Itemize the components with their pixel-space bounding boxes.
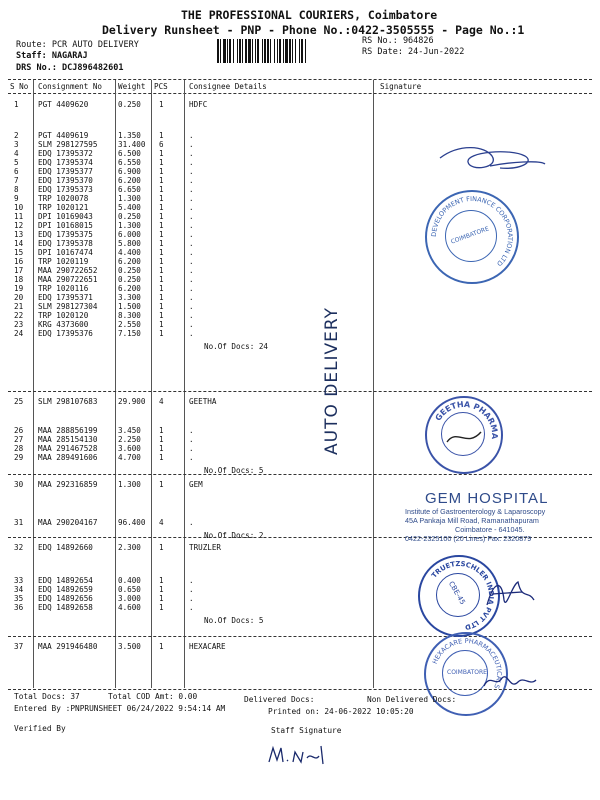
weight-cell: 8.300 (118, 311, 141, 320)
pcs-cell: 1 (159, 320, 164, 329)
sno-cell: 15 (14, 248, 24, 257)
staff-signature-label: Staff Signature (271, 726, 342, 735)
verified-by: Verified By (14, 724, 66, 733)
pcs-cell: 1 (159, 594, 164, 603)
weight-cell: 6.500 (118, 149, 141, 158)
weight-cell: 3.300 (118, 293, 141, 302)
gem-hospital-line1: Institute of Gastroenterology & Laparoscopy (405, 507, 546, 516)
consignment-cell: MAA 292316859 (38, 480, 98, 489)
truzler-signature (482, 570, 542, 615)
weight-cell: 0.650 (118, 585, 141, 594)
detail-dot: . (189, 311, 194, 320)
weight-cell: 1.500 (118, 302, 141, 311)
consignment-cell: MAA 290722651 (38, 275, 98, 284)
sno-cell: 14 (14, 239, 24, 248)
pcs-cell: 1 (159, 185, 164, 194)
table-row (0, 131, 375, 140)
pcs-cell: 4 (159, 518, 164, 527)
table-row (0, 585, 375, 594)
consignment-cell: MAA 285154130 (38, 435, 98, 444)
detail-dot: . (189, 185, 194, 194)
weight-cell: 2.250 (118, 435, 141, 444)
weight-cell: 4.400 (118, 248, 141, 257)
truzler-stamp: TRUETZSCHLER INDIA PVT LTD CBE-45 (418, 555, 500, 637)
weight-cell: 6.200 (118, 257, 141, 266)
weight-cell: 7.150 (118, 329, 141, 338)
entered-by: Entered By :PNPRUNSHEET 06/24/2022 9:54:14 AM (14, 704, 226, 713)
drs-number: DRS No.: DCJ896482601 (16, 63, 124, 73)
pcs-cell: 1 (159, 257, 164, 266)
route-label: Route: PCR AUTO DELIVERY (16, 40, 139, 50)
table-row (0, 426, 375, 435)
weight-cell: 3.500 (118, 642, 141, 651)
pcs-cell: 1 (159, 239, 164, 248)
weight-cell: 0.250 (118, 212, 141, 221)
weight-cell: 6.000 (118, 230, 141, 239)
consignment-cell: SLM 298127304 (38, 302, 98, 311)
sno-cell: 12 (14, 221, 24, 230)
table-row (0, 293, 375, 302)
detail-dot: . (189, 284, 194, 293)
sno-cell: 2 (14, 131, 19, 140)
table-row (0, 329, 375, 338)
staff-signature (265, 740, 335, 768)
sno-cell: 13 (14, 230, 24, 239)
weight-cell: 1.300 (118, 194, 141, 203)
consignment-cell: EDQ 14892658 (38, 603, 93, 612)
consignment-cell: EDQ 17395370 (38, 176, 93, 185)
weight-cell: 6.200 (118, 284, 141, 293)
svg-text:DEVELOPMENT FINANCE CORPORATIO: DEVELOPMENT FINANCE CORPORATION LTD (429, 194, 515, 268)
sno-cell: 26 (14, 426, 24, 435)
consignment-cell: EDQ 14892659 (38, 585, 93, 594)
consignment-cell: MAA 291946480 (38, 642, 98, 651)
total-cod-amount: Total COD Amt: 0.00 (108, 692, 198, 701)
pcs-cell: 1 (159, 194, 164, 203)
sno-cell: 4 (14, 149, 19, 158)
weight-cell: 0.250 (118, 275, 141, 284)
table-row (0, 543, 375, 552)
weight-cell: 1.300 (118, 480, 141, 489)
pcs-cell: 1 (159, 543, 164, 552)
pcs-cell: 1 (159, 311, 164, 320)
table-row (0, 158, 375, 167)
pcs-cell: 1 (159, 149, 164, 158)
weight-cell: 5.800 (118, 239, 141, 248)
weight-cell: 2.550 (118, 320, 141, 329)
pcs-cell: 1 (159, 302, 164, 311)
gem-hospital-line4: 0422-2325100 (20 Lines) Fax: 2320879 (405, 534, 532, 543)
detail-dot: . (189, 212, 194, 221)
pcs-cell: 1 (159, 284, 164, 293)
table-row (0, 302, 375, 311)
table-row (0, 212, 375, 221)
non-delivered-docs: Non Delivered Docs: (367, 695, 457, 704)
consignment-cell: MAA 289491606 (38, 453, 98, 462)
sno-cell: 16 (14, 257, 24, 266)
consignment-cell: SLM 298127595 (38, 140, 98, 149)
pcs-cell: 1 (159, 167, 164, 176)
col-details-header: Consignee Details (189, 82, 267, 91)
rs-date: RS Date: 24-Jun-2022 (362, 47, 465, 57)
consignment-cell: SLM 298107683 (38, 397, 98, 406)
table-row (0, 185, 375, 194)
table-row (0, 397, 375, 406)
consignment-cell: MAA 288856199 (38, 426, 98, 435)
table-row (0, 275, 375, 284)
sno-cell: 33 (14, 576, 24, 585)
col-weight-header: Weight (118, 82, 146, 91)
company-title: THE PROFESSIONAL COURIERS, Coimbatore (181, 8, 438, 22)
sno-cell: 7 (14, 176, 19, 185)
consignment-cell: MAA 290722652 (38, 266, 98, 275)
pcs-cell: 1 (159, 221, 164, 230)
weight-cell: 0.250 (118, 266, 141, 275)
detail-dot: . (189, 603, 194, 612)
auto-delivery-stamp: AUTO DELIVERY (322, 306, 342, 455)
delivered-docs: Delivered Docs: (244, 695, 315, 704)
sno-cell: 11 (14, 212, 24, 221)
weight-cell: 29.900 (118, 397, 146, 406)
consignment-cell: DPI 10167474 (38, 248, 93, 257)
weight-cell: 1.300 (118, 221, 141, 230)
detail-dot: . (189, 329, 194, 338)
consignee-name: TRUZLER (189, 543, 222, 552)
sno-cell: 22 (14, 311, 24, 320)
table-row (0, 518, 375, 527)
gem-hospital-line3: Coimbatore - 641045. (455, 525, 525, 534)
weight-cell: 4.700 (118, 453, 141, 462)
weight-cell: 3.450 (118, 426, 141, 435)
sno-cell: 5 (14, 158, 19, 167)
sno-cell: 17 (14, 266, 24, 275)
gem-hospital-line2: 45A Pankaja Mill Road, Ramanathapuram (405, 516, 539, 525)
pcs-cell: 1 (159, 426, 164, 435)
table-row (0, 221, 375, 230)
detail-dot: . (189, 257, 194, 266)
consignment-cell: DPI 10169043 (38, 212, 93, 221)
staff-label: Staff: NAGARAJ (16, 51, 88, 61)
sno-cell: 18 (14, 275, 24, 284)
pcs-cell: 1 (159, 453, 164, 462)
detail-dot: . (189, 302, 194, 311)
detail-dot: . (189, 444, 194, 453)
sno-cell: 35 (14, 594, 24, 603)
total-docs: Total Docs: 37 (14, 692, 80, 701)
pcs-cell: 1 (159, 230, 164, 239)
detail-dot: . (189, 239, 194, 248)
sno-cell: 36 (14, 603, 24, 612)
sno-cell: 37 (14, 642, 24, 651)
weight-cell: 1.350 (118, 131, 141, 140)
pcs-cell: 1 (159, 203, 164, 212)
consignment-cell: TRP 1020121 (38, 203, 89, 212)
sno-cell: 32 (14, 543, 24, 552)
consignment-cell: MAA 291467528 (38, 444, 98, 453)
col-sno-header: S No (10, 82, 29, 91)
hexacare-stamp: HEXACARE PHARMACEUTICALS COIMBATORE (424, 632, 508, 716)
gem-hospital-name: GEM HOSPITAL (425, 490, 549, 507)
sno-cell: 23 (14, 320, 24, 329)
detail-dot: . (189, 293, 194, 302)
sno-cell: 28 (14, 444, 24, 453)
table-row (0, 320, 375, 329)
table-row (0, 194, 375, 203)
sno-cell: 34 (14, 585, 24, 594)
table-row (0, 176, 375, 185)
col-signature-header: Signature (380, 82, 422, 91)
consignment-cell: TRP 1020116 (38, 284, 89, 293)
detail-dot: . (189, 203, 194, 212)
svg-text:HEXACARE PHARMACEUTICALS: HEXACARE PHARMACEUTICALS (430, 636, 504, 690)
table-row (0, 100, 375, 109)
detail-dot: . (189, 176, 194, 185)
detail-dot: . (189, 158, 194, 167)
sno-cell: 9 (14, 194, 19, 203)
table-row (0, 239, 375, 248)
pcs-cell: 1 (159, 576, 164, 585)
pcs-cell: 4 (159, 397, 164, 406)
detail-dot: . (189, 453, 194, 462)
table-row (0, 311, 375, 320)
consignment-cell: EDQ 17395372 (38, 149, 93, 158)
pcs-cell: 1 (159, 158, 164, 167)
hdfc-signature (430, 138, 550, 178)
detail-dot: . (189, 140, 194, 149)
pcs-cell: 6 (159, 140, 164, 149)
runsheet-subtitle: Delivery Runsheet - PNP - Phone No.:0422-3505555 - Page No.:1 (102, 23, 525, 37)
weight-cell: 0.250 (118, 100, 141, 109)
weight-cell: 6.900 (118, 167, 141, 176)
consignment-cell: DPI 10168015 (38, 221, 93, 230)
detail-dot: . (189, 594, 194, 603)
table-row (0, 642, 375, 651)
printed-on: Printed on: 24-06-2022 10:05:20 (268, 707, 414, 716)
consignment-cell: TRP 1020119 (38, 257, 89, 266)
table-row (0, 248, 375, 257)
consignment-cell: EDQ 17395378 (38, 239, 93, 248)
consignment-cell: EDQ 17395373 (38, 185, 93, 194)
consignment-cell: EDQ 17395376 (38, 329, 93, 338)
detail-dot: . (189, 426, 194, 435)
table-row (0, 435, 375, 444)
sno-cell: 3 (14, 140, 19, 149)
consignment-cell: EDQ 17395371 (38, 293, 93, 302)
sno-cell: 25 (14, 397, 24, 406)
weight-cell: 3.000 (118, 594, 141, 603)
table-row (0, 167, 375, 176)
pcs-cell: 1 (159, 642, 164, 651)
detail-dot: . (189, 576, 194, 585)
table-row (0, 603, 375, 612)
consignment-cell: PGT 4409619 (38, 131, 89, 140)
weight-cell: 96.400 (118, 518, 146, 527)
no-of-docs: No.Of Docs: 5 (204, 616, 264, 625)
sno-cell: 10 (14, 203, 24, 212)
sno-cell: 19 (14, 284, 24, 293)
detail-dot: . (189, 435, 194, 444)
sno-cell: 21 (14, 302, 24, 311)
pcs-cell: 1 (159, 329, 164, 338)
pcs-cell: 1 (159, 212, 164, 221)
detail-dot: . (189, 320, 194, 329)
svg-text:TRUETZSCHLER INDIA PVT LTD: TRUETZSCHLER INDIA PVT LTD (430, 559, 496, 632)
svg-text:GEETHA PHARMA: GEETHA PHARMA (433, 399, 500, 440)
col-pcs-header: PCS (154, 82, 168, 91)
dfc-stamp: DEVELOPMENT FINANCE CORPORATION LTD COIMBATORE (425, 190, 519, 284)
detail-dot: . (189, 167, 194, 176)
pcs-cell: 1 (159, 585, 164, 594)
detail-dot: . (189, 131, 194, 140)
consignee-name: HDFC (189, 100, 208, 109)
consignment-cell: EDQ 17395374 (38, 158, 93, 167)
sno-cell: 27 (14, 435, 24, 444)
consignment-cell: PGT 4409620 (38, 100, 89, 109)
pcs-cell: 1 (159, 100, 164, 109)
pcs-cell: 1 (159, 131, 164, 140)
geetha-pharma-stamp (425, 396, 503, 474)
pcs-cell: 1 (159, 266, 164, 275)
table-row (0, 576, 375, 585)
table-row (0, 266, 375, 275)
sno-cell: 8 (14, 185, 19, 194)
weight-cell: 6.650 (118, 185, 141, 194)
weight-cell: 6.550 (118, 158, 141, 167)
weight-cell: 6.200 (118, 176, 141, 185)
consignment-cell: EDQ 17395377 (38, 167, 93, 176)
weight-cell: 0.400 (118, 576, 141, 585)
sno-cell: 1 (14, 100, 19, 109)
consignment-cell: TRP 1020078 (38, 194, 89, 203)
consignment-cell: TRP 1020120 (38, 311, 89, 320)
sno-cell: 20 (14, 293, 24, 302)
weight-cell: 2.300 (118, 543, 141, 552)
detail-dot: . (189, 248, 194, 257)
sno-cell: 31 (14, 518, 24, 527)
weight-cell: 31.400 (118, 140, 146, 149)
table-row (0, 284, 375, 293)
pcs-cell: 1 (159, 444, 164, 453)
consignee-name: HEXACARE (189, 642, 226, 651)
consignment-cell: EDQ 17395375 (38, 230, 93, 239)
detail-dot: . (189, 275, 194, 284)
detail-dot: . (189, 230, 194, 239)
consignment-cell: KRG 4373600 (38, 320, 89, 329)
rs-number: RS No.: 964826 (362, 36, 434, 46)
no-of-docs: No.Of Docs: 2 (204, 531, 264, 540)
table-row (0, 444, 375, 453)
weight-cell: 4.600 (118, 603, 141, 612)
pcs-cell: 1 (159, 293, 164, 302)
table-row (0, 453, 375, 462)
consignee-name: GEETHA (189, 397, 217, 406)
weight-cell: 3.600 (118, 444, 141, 453)
pcs-cell: 1 (159, 435, 164, 444)
sno-cell: 29 (14, 453, 24, 462)
pcs-cell: 1 (159, 480, 164, 489)
detail-dot: . (189, 194, 194, 203)
pcs-cell: 1 (159, 275, 164, 284)
weight-cell: 5.400 (118, 203, 141, 212)
consignment-cell: EDQ 14892654 (38, 576, 93, 585)
detail-dot: . (189, 149, 194, 158)
consignment-cell: EDQ 14892656 (38, 594, 93, 603)
table-row (0, 480, 375, 489)
hexacare-signature (480, 668, 540, 696)
table-row (0, 149, 375, 158)
no-of-docs: No.Of Docs: 5 (204, 466, 264, 475)
table-row (0, 203, 375, 212)
detail-dot: . (189, 518, 194, 527)
table-row (0, 257, 375, 266)
pcs-cell: 1 (159, 248, 164, 257)
sno-cell: 30 (14, 480, 24, 489)
no-of-docs: No.Of Docs: 24 (204, 342, 269, 351)
table-row (0, 230, 375, 239)
detail-dot: . (189, 221, 194, 230)
consignment-cell: MAA 290204167 (38, 518, 98, 527)
consignee-name: GEM (189, 480, 203, 489)
table-row (0, 594, 375, 603)
sno-cell: 24 (14, 329, 24, 338)
col-consignment-header: Consignment No (38, 82, 103, 91)
table-row (0, 140, 375, 149)
pcs-cell: 1 (159, 603, 164, 612)
consignment-cell: EDQ 14892660 (38, 543, 93, 552)
sno-cell: 6 (14, 167, 19, 176)
pcs-cell: 1 (159, 176, 164, 185)
detail-dot: . (189, 266, 194, 275)
detail-dot: . (189, 585, 194, 594)
